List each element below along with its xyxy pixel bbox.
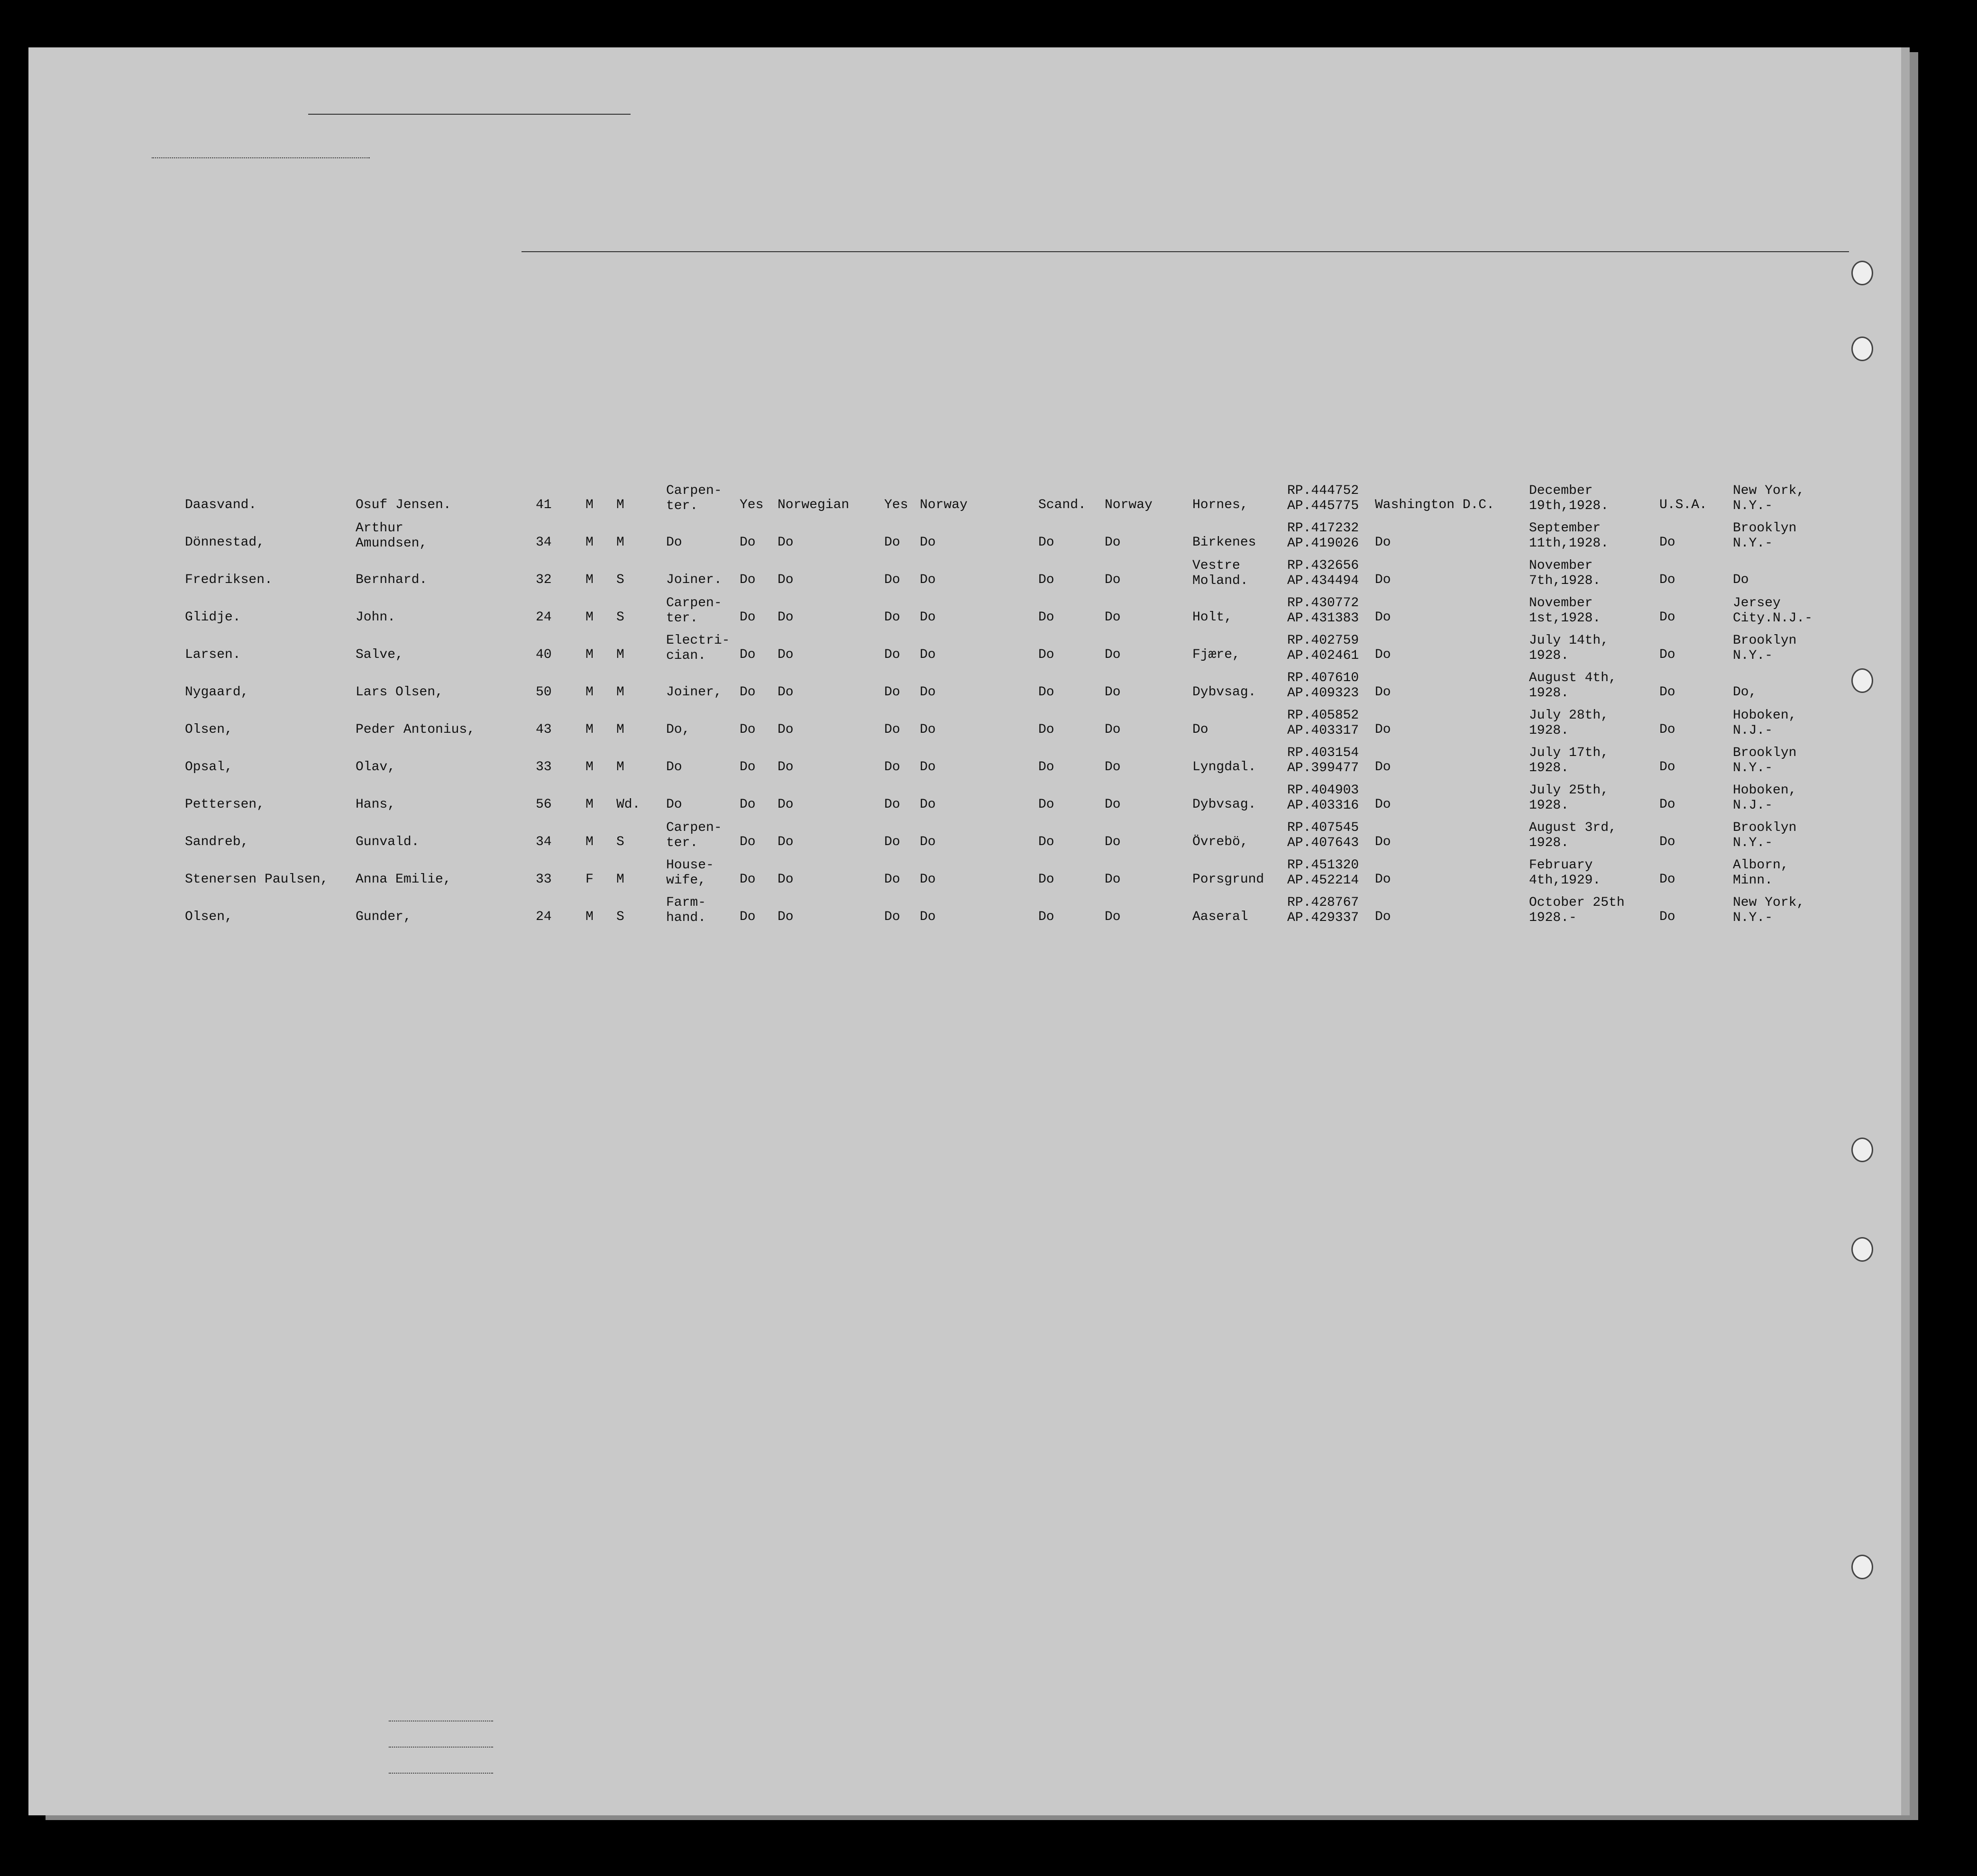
birth-city: Hornes, bbox=[1192, 498, 1248, 512]
visa-number: AP.431383 bbox=[1287, 611, 1359, 626]
birth-city: Lyngdal. bbox=[1192, 760, 1256, 774]
visa-issued-at: Do bbox=[1375, 573, 1391, 587]
residence-city: Minn. bbox=[1733, 873, 1773, 888]
visa-number: AP.452214 bbox=[1287, 873, 1359, 888]
nationality: Do bbox=[920, 722, 936, 737]
birth-city: Birkenes bbox=[1192, 535, 1256, 550]
visa-number: AP.409323 bbox=[1287, 686, 1359, 701]
visa-date: 1928. bbox=[1529, 761, 1569, 775]
residence-country: Do bbox=[1659, 722, 1675, 737]
sex: M bbox=[586, 722, 594, 737]
family-name: Glidje. bbox=[185, 610, 241, 625]
race: Do bbox=[1038, 910, 1054, 924]
given-name: Peder Antonius, bbox=[356, 722, 476, 737]
visa-number: RP.428767 bbox=[1287, 895, 1359, 910]
age-years: 33 bbox=[536, 872, 552, 887]
occupation: ter. bbox=[666, 611, 698, 626]
occupation: Carpen- bbox=[666, 596, 722, 610]
residence-city: N.Y.- bbox=[1733, 648, 1773, 663]
birth-country: Do bbox=[1105, 610, 1121, 625]
race: Do bbox=[1038, 610, 1054, 625]
visa-date: September bbox=[1529, 521, 1601, 536]
residence-city: N.Y.- bbox=[1733, 911, 1773, 925]
birth-country: Norway bbox=[1105, 498, 1153, 512]
sex: M bbox=[586, 910, 594, 924]
visa-date: 1928. bbox=[1529, 836, 1569, 850]
manifest-sheet bbox=[28, 47, 1901, 1815]
family-name: Nygaard, bbox=[185, 685, 249, 700]
visa-issued-at: Do bbox=[1375, 835, 1391, 849]
visa-date: 11th,1928. bbox=[1529, 536, 1609, 551]
residence-country: Do bbox=[1659, 835, 1675, 849]
can-read: Do bbox=[740, 872, 756, 887]
can-write: Do bbox=[884, 835, 900, 849]
age-years: 40 bbox=[536, 647, 552, 662]
nationality: Do bbox=[920, 685, 936, 700]
can-write: Do bbox=[884, 722, 900, 737]
residence-country: U.S.A. bbox=[1659, 498, 1707, 512]
nationality: Do bbox=[920, 872, 936, 887]
read-language: Do bbox=[778, 573, 794, 587]
visa-date: 7th,1928. bbox=[1529, 574, 1601, 588]
sex: M bbox=[586, 685, 594, 700]
visa-number: RP.403154 bbox=[1287, 746, 1359, 760]
can-write: Do bbox=[884, 872, 900, 887]
residence-city: Jersey bbox=[1733, 596, 1781, 610]
can-read: Do bbox=[740, 760, 756, 774]
age-years: 34 bbox=[536, 535, 552, 550]
sex: F bbox=[586, 872, 594, 887]
given-name: Olav, bbox=[356, 760, 396, 774]
residence-city: Hoboken, bbox=[1733, 708, 1797, 723]
birth-country: Do bbox=[1105, 722, 1121, 737]
sex: M bbox=[586, 498, 594, 512]
given-name: Gunder, bbox=[356, 910, 412, 924]
can-read: Do bbox=[740, 535, 756, 550]
occupation: House- bbox=[666, 858, 714, 873]
birth-country: Do bbox=[1105, 872, 1121, 887]
visa-issued-at: Do bbox=[1375, 647, 1391, 662]
nationality: Do bbox=[920, 760, 936, 774]
residence-city: N.Y.- bbox=[1733, 836, 1773, 850]
race: Do bbox=[1038, 722, 1054, 737]
age-years: 33 bbox=[536, 760, 552, 774]
birth-country: Do bbox=[1105, 835, 1121, 849]
occupation: Do bbox=[666, 760, 682, 774]
can-write: Do bbox=[884, 610, 900, 625]
marital-status: S bbox=[616, 610, 624, 625]
visa-number: RP.451320 bbox=[1287, 858, 1359, 873]
given-name: Arthur bbox=[356, 521, 403, 536]
footer-aliens-line bbox=[389, 1773, 493, 1774]
nationality: Do bbox=[920, 797, 936, 812]
residence-country: Do bbox=[1659, 760, 1675, 774]
occupation: Do bbox=[666, 535, 682, 550]
can-write: Do bbox=[884, 760, 900, 774]
visa-issued-at: Do bbox=[1375, 610, 1391, 625]
visa-issued-at: Do bbox=[1375, 797, 1391, 812]
residence-country: Do bbox=[1659, 573, 1675, 587]
nationality: Do bbox=[920, 835, 936, 849]
visa-date: 1928. bbox=[1529, 798, 1569, 813]
given-name: Osuf Jensen. bbox=[356, 498, 451, 512]
residence-country: Do bbox=[1659, 610, 1675, 625]
visa-date: October 25th bbox=[1529, 895, 1625, 910]
can-read: Do bbox=[740, 647, 756, 662]
marital-status: M bbox=[616, 722, 624, 737]
can-write: Yes bbox=[884, 498, 908, 512]
marital-status: S bbox=[616, 835, 624, 849]
can-read: Do bbox=[740, 610, 756, 625]
age-years: 24 bbox=[536, 910, 552, 924]
sex: M bbox=[586, 573, 594, 587]
table-grid bbox=[28, 47, 1901, 1815]
race: Do bbox=[1038, 797, 1054, 812]
read-language: Norwegian bbox=[778, 498, 850, 512]
race: Do bbox=[1038, 535, 1054, 550]
visa-issued-at: Do bbox=[1375, 910, 1391, 924]
residence-country: Do bbox=[1659, 872, 1675, 887]
visa-number: AP.429337 bbox=[1287, 911, 1359, 925]
residence-city: N.J.- bbox=[1733, 798, 1773, 813]
age-years: 50 bbox=[536, 685, 552, 700]
age-years: 56 bbox=[536, 797, 552, 812]
visa-number: AP.402461 bbox=[1287, 648, 1359, 663]
family-name: Sandreb, bbox=[185, 835, 249, 849]
visa-date: 1st,1928. bbox=[1529, 611, 1601, 626]
occupation: ter. bbox=[666, 499, 698, 513]
sex: M bbox=[586, 835, 594, 849]
residence-city: Brooklyn bbox=[1733, 820, 1797, 835]
birth-city: Dybvsag. bbox=[1192, 797, 1256, 812]
binding-hole-icon bbox=[1851, 261, 1873, 285]
marital-status: S bbox=[616, 573, 624, 587]
marital-status: M bbox=[616, 535, 624, 550]
visa-date: 4th,1929. bbox=[1529, 873, 1601, 888]
visa-issued-at: Do bbox=[1375, 760, 1391, 774]
sex: M bbox=[586, 797, 594, 812]
visa-issued-at: Do bbox=[1375, 535, 1391, 550]
race: Do bbox=[1038, 647, 1054, 662]
visa-date: 1928. bbox=[1529, 686, 1569, 701]
birth-country: Do bbox=[1105, 647, 1121, 662]
family-name: Olsen, bbox=[185, 910, 233, 924]
race: Scand. bbox=[1038, 498, 1086, 512]
occupation: Carpen- bbox=[666, 483, 722, 498]
sex: M bbox=[586, 647, 594, 662]
binding-hole-icon bbox=[1851, 337, 1873, 361]
visa-date: November bbox=[1529, 558, 1593, 573]
birth-city: Fjære, bbox=[1192, 647, 1240, 662]
visa-number: RP.444752 bbox=[1287, 483, 1359, 498]
birth-country: Do bbox=[1105, 910, 1121, 924]
visa-date: November bbox=[1529, 596, 1593, 610]
race: Do bbox=[1038, 685, 1054, 700]
visa-date: August 4th, bbox=[1529, 671, 1617, 685]
birth-city: Aaseral bbox=[1192, 910, 1248, 924]
family-name: Daasvand. bbox=[185, 498, 257, 512]
marital-status: Wd. bbox=[616, 797, 641, 812]
family-name: Stenersen Paulsen, bbox=[185, 872, 329, 887]
marital-status: M bbox=[616, 872, 624, 887]
residence-city: Alborn, bbox=[1733, 858, 1789, 873]
can-read: Do bbox=[740, 722, 756, 737]
given-name: Hans, bbox=[356, 797, 396, 812]
occupation: Electri- bbox=[666, 633, 730, 648]
marital-status: S bbox=[616, 910, 624, 924]
given-name: Bernhard. bbox=[356, 573, 428, 587]
occupation: Do, bbox=[666, 722, 690, 737]
read-language: Do bbox=[778, 835, 794, 849]
residence-city: Do bbox=[1733, 573, 1749, 587]
visa-number: AP.399477 bbox=[1287, 761, 1359, 775]
nationality: Do bbox=[920, 910, 936, 924]
residence-city: N.J.- bbox=[1733, 723, 1773, 738]
visa-number: RP.417232 bbox=[1287, 521, 1359, 536]
sex: M bbox=[586, 610, 594, 625]
family-name: Fredriksen. bbox=[185, 573, 273, 587]
sex: M bbox=[586, 535, 594, 550]
residence-city: Hoboken, bbox=[1733, 783, 1797, 798]
can-read: Do bbox=[740, 835, 756, 849]
visa-date: July 14th, bbox=[1529, 633, 1609, 648]
can-read: Yes bbox=[740, 498, 764, 512]
visa-date: 1928. bbox=[1529, 723, 1569, 738]
occupation: Joiner, bbox=[666, 685, 722, 700]
can-write: Do bbox=[884, 797, 900, 812]
read-language: Do bbox=[778, 647, 794, 662]
age-years: 43 bbox=[536, 722, 552, 737]
can-read: Do bbox=[740, 797, 756, 812]
occupation: wife, bbox=[666, 873, 706, 888]
visa-number: AP.403316 bbox=[1287, 798, 1359, 813]
permit-stamp-line bbox=[308, 114, 631, 115]
birth-city: Do bbox=[1192, 722, 1208, 737]
can-write: Do bbox=[884, 647, 900, 662]
family-name: Dönnestad, bbox=[185, 535, 265, 550]
visa-number: RP.402759 bbox=[1287, 633, 1359, 648]
birth-city: Övrebö, bbox=[1192, 835, 1248, 849]
given-name: John. bbox=[356, 610, 396, 625]
residence-city: N.Y.- bbox=[1733, 499, 1773, 513]
family-name: Olsen, bbox=[185, 722, 233, 737]
occupation: ter. bbox=[666, 836, 698, 850]
residence-city: City.N.J.- bbox=[1733, 611, 1813, 626]
binding-hole-icon bbox=[1851, 1555, 1873, 1579]
visa-date: December bbox=[1529, 483, 1593, 498]
race: Do bbox=[1038, 760, 1054, 774]
visa-number: RP.405852 bbox=[1287, 708, 1359, 723]
can-read: Do bbox=[740, 910, 756, 924]
binding-hole-icon bbox=[1851, 668, 1873, 693]
age-years: 32 bbox=[536, 573, 552, 587]
occupation: Farm- bbox=[666, 895, 706, 910]
visa-date: July 28th, bbox=[1529, 708, 1609, 723]
visa-issued-at: Do bbox=[1375, 685, 1391, 700]
read-language: Do bbox=[778, 722, 794, 737]
residence-city: New York, bbox=[1733, 483, 1805, 498]
given-name: Anna Emilie, bbox=[356, 872, 451, 887]
visa-date: July 25th, bbox=[1529, 783, 1609, 798]
birth-country: Do bbox=[1105, 535, 1121, 550]
residence-city: Brooklyn bbox=[1733, 746, 1797, 760]
birth-city: Porsgrund bbox=[1192, 872, 1264, 887]
race: Do bbox=[1038, 835, 1054, 849]
read-language: Do bbox=[778, 610, 794, 625]
sex: M bbox=[586, 760, 594, 774]
birth-city: Moland. bbox=[1192, 574, 1248, 588]
birth-city: Holt, bbox=[1192, 610, 1233, 625]
visa-number: AP.403317 bbox=[1287, 723, 1359, 738]
can-read: Do bbox=[740, 685, 756, 700]
visa-number: AP.445775 bbox=[1287, 499, 1359, 513]
can-write: Do bbox=[884, 535, 900, 550]
can-write: Do bbox=[884, 910, 900, 924]
binding-hole-icon bbox=[1851, 1237, 1873, 1262]
residence-country: Do bbox=[1659, 797, 1675, 812]
read-language: Do bbox=[778, 797, 794, 812]
age-years: 24 bbox=[536, 610, 552, 625]
nationality: Do bbox=[920, 647, 936, 662]
occupation: Do bbox=[666, 797, 682, 812]
residence-city: New York, bbox=[1733, 895, 1805, 910]
race: Do bbox=[1038, 573, 1054, 587]
given-name: Amundsen, bbox=[356, 536, 428, 551]
visa-date: July 17th, bbox=[1529, 746, 1609, 760]
residence-city: Do, bbox=[1733, 685, 1757, 700]
residence-city: N.Y.- bbox=[1733, 761, 1773, 775]
residence-country: Do bbox=[1659, 685, 1675, 700]
visa-number: AP.434494 bbox=[1287, 574, 1359, 588]
residence-country: Do bbox=[1659, 535, 1675, 550]
binding-hole-icon bbox=[1851, 1138, 1873, 1162]
given-name: Lars Olsen, bbox=[356, 685, 443, 700]
visa-number: RP.404903 bbox=[1287, 783, 1359, 798]
occupation: Carpen- bbox=[666, 820, 722, 835]
family-name: Pettersen, bbox=[185, 797, 265, 812]
visa-number: AP.407643 bbox=[1287, 836, 1359, 850]
nationality: Do bbox=[920, 573, 936, 587]
can-read: Do bbox=[740, 573, 756, 587]
residence-country: Do bbox=[1659, 910, 1675, 924]
read-language: Do bbox=[778, 910, 794, 924]
birth-country: Do bbox=[1105, 685, 1121, 700]
race: Do bbox=[1038, 872, 1054, 887]
visa-date: 1928.- bbox=[1529, 911, 1577, 925]
visa-number: RP.407610 bbox=[1287, 671, 1359, 685]
nationality: Do bbox=[920, 535, 936, 550]
birth-country: Do bbox=[1105, 573, 1121, 587]
given-name: Gunvald. bbox=[356, 835, 420, 849]
occupation: Joiner. bbox=[666, 573, 722, 587]
footer-citizens-line bbox=[389, 1747, 493, 1748]
age-years: 41 bbox=[536, 498, 552, 512]
residence-city: Brooklyn bbox=[1733, 521, 1797, 536]
visa-number: RP.407545 bbox=[1287, 820, 1359, 835]
age-years: 34 bbox=[536, 835, 552, 849]
birth-city: Vestre bbox=[1192, 558, 1240, 573]
visa-date: 19th,1928. bbox=[1529, 499, 1609, 513]
marital-status: M bbox=[616, 498, 624, 512]
residence-city: N.Y.- bbox=[1733, 536, 1773, 551]
visa-date: August 3rd, bbox=[1529, 820, 1617, 835]
visa-issued-at: Do bbox=[1375, 722, 1391, 737]
marital-status: M bbox=[616, 760, 624, 774]
marital-status: M bbox=[616, 685, 624, 700]
visa-date: 1928. bbox=[1529, 648, 1569, 663]
marital-status: M bbox=[616, 647, 624, 662]
read-language: Do bbox=[778, 872, 794, 887]
visa-issued-at: Do bbox=[1375, 872, 1391, 887]
nationality: Norway bbox=[920, 498, 968, 512]
occupation: hand. bbox=[666, 911, 706, 925]
can-write: Do bbox=[884, 573, 900, 587]
can-write: Do bbox=[884, 685, 900, 700]
nationality: Do bbox=[920, 610, 936, 625]
given-name: Salve, bbox=[356, 647, 403, 662]
residence-city: Brooklyn bbox=[1733, 633, 1797, 648]
visa-date: February bbox=[1529, 858, 1593, 873]
birth-country: Do bbox=[1105, 760, 1121, 774]
birth-city: Dybvsag. bbox=[1192, 685, 1256, 700]
ship-line bbox=[522, 251, 1849, 252]
visa-issued-at: Washington D.C. bbox=[1375, 498, 1495, 512]
occupation: cian. bbox=[666, 648, 706, 663]
visa-number: AP.419026 bbox=[1287, 536, 1359, 551]
read-language: Do bbox=[778, 535, 794, 550]
family-name: Larsen. bbox=[185, 647, 241, 662]
visa-number: RP.430772 bbox=[1287, 596, 1359, 610]
visa-number: RP.432656 bbox=[1287, 558, 1359, 573]
read-language: Do bbox=[778, 760, 794, 774]
residence-country: Do bbox=[1659, 647, 1675, 662]
family-name: Opsal, bbox=[185, 760, 233, 774]
birth-country: Do bbox=[1105, 797, 1121, 812]
list-number-line bbox=[152, 157, 370, 158]
read-language: Do bbox=[778, 685, 794, 700]
